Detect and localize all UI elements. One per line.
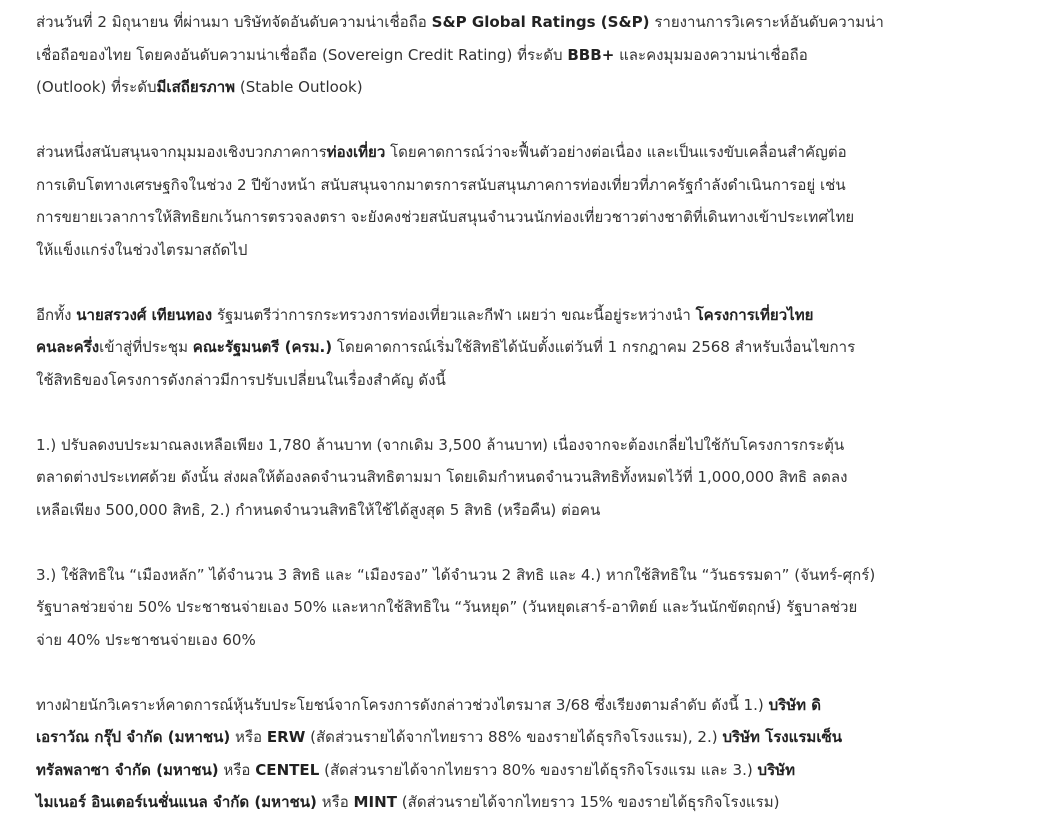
bold-text-run: MINT [353, 793, 397, 811]
text-run: หรือ [218, 760, 256, 779]
bold-text-run: ท่องเที่ยว [326, 143, 386, 161]
text-run: ตลาดต่างประเทศด้วย ดังนั้น ส่งผลให้ต้องลดจำนวนสิทธิตามมา โดยเดิมกำหนดจำนวนสิทธิทั้งหมดไว้ที่ 1,000,000 สิทธิ ลดลง [36, 468, 848, 486]
paragraph-line [36, 721, 1021, 754]
text-run: การขยายเวลาการให้สิทธิยกเว้นการตรวจลงตรา จะยังคงช่วยสนับสนุนจำนวนนักท่องเที่ยวชาวต่างชาติที่เดินทางเข้าประเทศไทย [36, 208, 855, 226]
paragraph-line [36, 71, 1021, 104]
paragraph-line [36, 559, 1021, 592]
text-run: การเติบโตทางเศรษฐกิจในช่วง 2 ปีข้างหน้า สนับสนุนจากมาตรการสนับสนุนภาคการท่องเที่ยวที่ภาครัฐกำลังดำเนินการอยู่ เช่น [36, 175, 846, 194]
text-run: หรือ [316, 793, 354, 811]
paragraph-line [36, 299, 1021, 332]
text-run: อีกทั้ง [36, 305, 77, 324]
paragraph-line [36, 331, 1021, 364]
text-run: ทางฝ่ายนักวิเคราะห์คาดการณ์หุ้นรับประโยชน์จากโครงการดังกล่าวช่วงไตรมาส 3/68 ซึ่งเรียงตามลำดับ ดังนี้ 1.) [36, 695, 769, 714]
bold-text-run: มีเสถียรภาพ [156, 78, 236, 96]
paragraph-line [36, 6, 1021, 39]
paragraph-line [36, 591, 1021, 624]
text-run: หรือ [230, 728, 267, 746]
article-paragraph [36, 6, 1021, 104]
bold-text-run: โครงการเที่ยวไทย [695, 305, 814, 324]
article-paragraph [36, 299, 1021, 397]
bold-text-run: ทรัลพลาซา จำกัด (มหาชน) [36, 760, 219, 779]
paragraph-line [36, 39, 1021, 72]
bold-text-run: ERW [266, 728, 306, 746]
article-paragraph [36, 689, 1021, 819]
bold-text-run: BBB+ [567, 45, 615, 64]
paragraph-line [36, 624, 1021, 657]
text-run: (Stable Outlook) [235, 78, 363, 96]
text-run: และคงมุมมองความน่าเชื่อถือ [614, 45, 808, 64]
bold-text-run: นายสรวงศ์ เทียนทอง [76, 305, 213, 324]
paragraph-line [36, 786, 1021, 819]
paragraph-line [36, 136, 1021, 169]
bold-text-run: CENTEL [255, 760, 320, 779]
text-run: โดยคาดการณ์ว่าจะฟื้นตัวอย่างต่อเนื่อง และเป็นแรงขับเคลื่อนสำคัญต่อ [385, 143, 847, 161]
text-run: ส่วนหนึ่งสนับสนุนจากมุมมองเชิงบวกภาคการ [36, 143, 327, 161]
text-run: รัฐมนตรีว่าการกระทรวงการท่องเที่ยวและกีฬา เผยว่า ขณะนี้อยู่ระหว่างนำ [212, 305, 696, 324]
article-paragraph [36, 559, 1021, 657]
paragraph-line [36, 364, 1021, 397]
text-run: (สัดส่วนรายได้จากไทยราว 80% ของรายได้ธุรกิจโรงแรม และ 3.) [319, 760, 758, 779]
text-run: จ่าย 40% ประชาชนจ่ายเอง 60% [36, 630, 256, 649]
bold-text-run: S&P Global Ratings (S&P) [431, 13, 650, 31]
article-paragraph [36, 429, 1021, 527]
paragraph-line [36, 169, 1021, 202]
bold-text-run: บริษัท โรงแรมเซ็น [722, 728, 842, 746]
text-run: รายงานการวิเคราะห์อันดับความน่า [649, 13, 884, 31]
bold-text-run: เอราวัณ กรุ๊ป จำกัด (มหาชน) [36, 728, 231, 746]
paragraph-line [36, 689, 1021, 722]
paragraph-line [36, 429, 1021, 462]
paragraph-line [36, 234, 1021, 267]
text-run: 1.) ปรับลดงบประมาณลงเหลือเพียง 1,780 ล้านบาท (จากเดิม 3,500 ล้านบาท) เนื่องจากจะต้องเกลี่ยไปใช้กับโครงการกระตุ้น [36, 435, 845, 454]
paragraph-line [36, 494, 1021, 527]
text-run: เชื่อถือของไทย โดยคงอันดับความน่าเชื่อถือ (Sovereign Credit Rating) ที่ระดับ [36, 45, 568, 64]
paragraph-line [36, 201, 1021, 234]
text-run: เข้าสู่ที่ประชุม [99, 338, 193, 356]
bold-text-run: บริษัท [757, 760, 795, 779]
text-run: (สัดส่วนรายได้จากไทยราว 15% ของรายได้ธุรกิจโรงแรม) [396, 793, 780, 811]
text-run: ให้แข็งแกร่งในช่วงไตรมาสถัดไป [36, 240, 248, 259]
text-run: รัฐบาลช่วยจ่าย 50% ประชาชนจ่ายเอง 50% และหากใช้สิทธิใน “วันหยุด” (วันหยุดเสาร์-อาทิตย์ และวันนักขัตฤกษ์) รัฐบาลช่วย [36, 598, 858, 616]
paragraph-line [36, 754, 1021, 787]
bold-text-run: ไมเนอร์ อินเตอร์เนชั่นแนล จำกัด (มหาชน) [36, 793, 317, 811]
text-run: (Outlook) ที่ระดับ [36, 78, 157, 96]
text-run: โดยคาดการณ์เริ่มใช้สิทธิได้นับตั้งแต่วันที่ 1 กรกฎาคม 2568 สำหรับเงื่อนไขการ [332, 338, 856, 356]
text-run: ใช้สิทธิของโครงการดังกล่าวมีการปรับเปลี่ยนในเรื่องสำคัญ ดังนี้ [36, 370, 446, 389]
bold-text-run: บริษัท ดิ [768, 695, 822, 714]
text-run: เหลือเพียง 500,000 สิทธิ, 2.) กำหนดจำนวนสิทธิให้ใช้ได้สูงสุด 5 สิทธิ (หรือคืน) ต่อคน [36, 500, 601, 519]
article-paragraph [36, 136, 1021, 266]
text-run: 3.) ใช้สิทธิใน “เมืองหลัก” ได้จำนวน 3 สิทธิ และ “เมืองรอง” ได้จำนวน 2 สิทธิ และ 4.) หากใช้สิทธิใน “วันธรรมดา” (จันทร์-ศุกร์) [36, 565, 876, 584]
text-run: ส่วนวันที่ 2 มิถุนายน ที่ผ่านมา บริษัทจัดอันดับความน่าเชื่อถือ [36, 13, 432, 31]
text-run: (สัดส่วนรายได้จากไทยราว 88% ของรายได้ธุรกิจโรงแรม), 2.) [305, 728, 723, 746]
paragraph-line [36, 461, 1021, 494]
bold-text-run: คนละครึ่ง [36, 338, 100, 356]
bold-text-run: คณะรัฐมนตรี (ครม.) [192, 338, 333, 356]
